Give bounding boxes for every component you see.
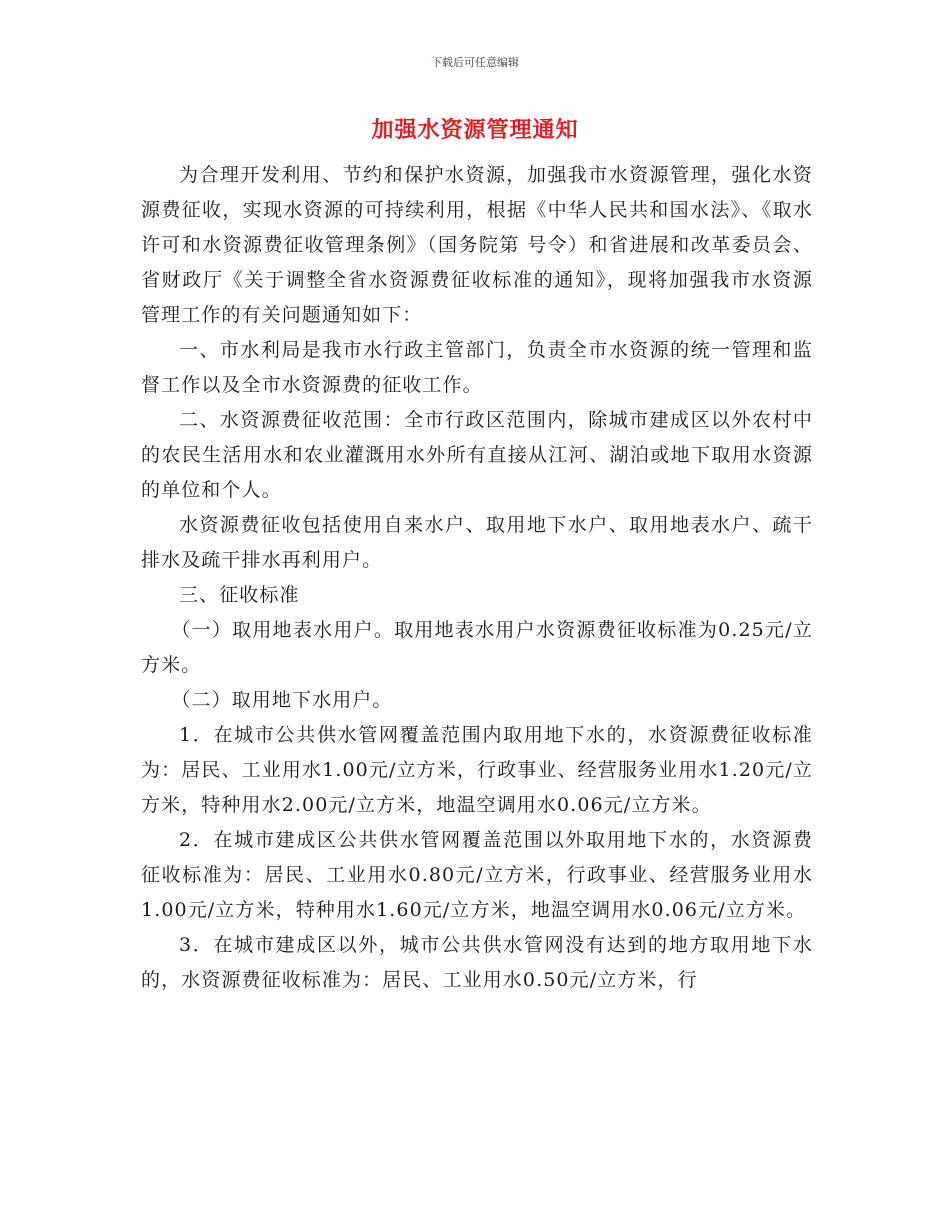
document-title: 加强水资源管理通知 bbox=[371, 118, 579, 143]
paragraph-surface-water: （一）取用地表水用户。取用地表水用户水资源费征收标准为0.25元/立方米。 bbox=[141, 619, 813, 676]
paragraph-section-1: 一、市水利局是我市水行政主管部门，负责全市水资源的统一管理和监督工作以及全市水资源费的征收工作。 bbox=[141, 339, 813, 396]
paragraph-scope-detail: 水资源费征收包括使用自来水户、取用地下水户、取用地表水户、疏干排水及疏干排水再利用户。 bbox=[141, 514, 813, 571]
header-note: 下载后可任意编辑 bbox=[431, 56, 519, 69]
paragraph-item-2: 2．在城市建成区公共供水管网覆盖范围以外取用地下水的，水资源费征收标准为：居民、工业用水0.80元/立方米，行政事业、经营服务业用水1.00元/立方米，特种用水1.60元/立方米，地温空调用水0.06元/立方米。 bbox=[141, 829, 813, 921]
paragraph-intro: 为合理开发利用、节约和保护水资源，加强我市水资源管理，强化水资源费征收，实现水资源的可持续利用，根据《中华人民共和国水法》、《取水许可和水资源费征收管理条例》（国务院第 号令）和省进展和改革委员会、省财政厅《关于调整全省水资源费征收标准的通知》，现将加强我市水资源管理工作的有关问题通知如下： bbox=[141, 164, 813, 326]
paragraph-section-2: 二、水资源费征收范围：全市行政区范围内，除城市建成区以外农村中的农民生活用水和农业灌溉用水外所有直接从江河、湖泊或地下取用水资源的单位和个人。 bbox=[141, 409, 813, 501]
paragraph-item-1: 1．在城市公共供水管网覆盖范围内取用地下水的，水资源费征收标准为：居民、工业用水1.00元/立方米，行政事业、经营服务业用水1.20元/立方米，特种用水2.00元/立方米，地温空调用水0.06元/立方米。 bbox=[141, 724, 813, 816]
document-body bbox=[141, 158, 813, 998]
paragraph-section-3: 三、征收标准 bbox=[179, 584, 300, 606]
paragraph-item-3: 3．在城市建成区以外，城市公共供水管网没有达到的地方取用地下水的，水资源费征收标准为：居民、工业用水0.50元/立方米，行 bbox=[141, 934, 813, 991]
paragraph-ground-water: （二）取用地下水用户。 bbox=[171, 689, 393, 711]
